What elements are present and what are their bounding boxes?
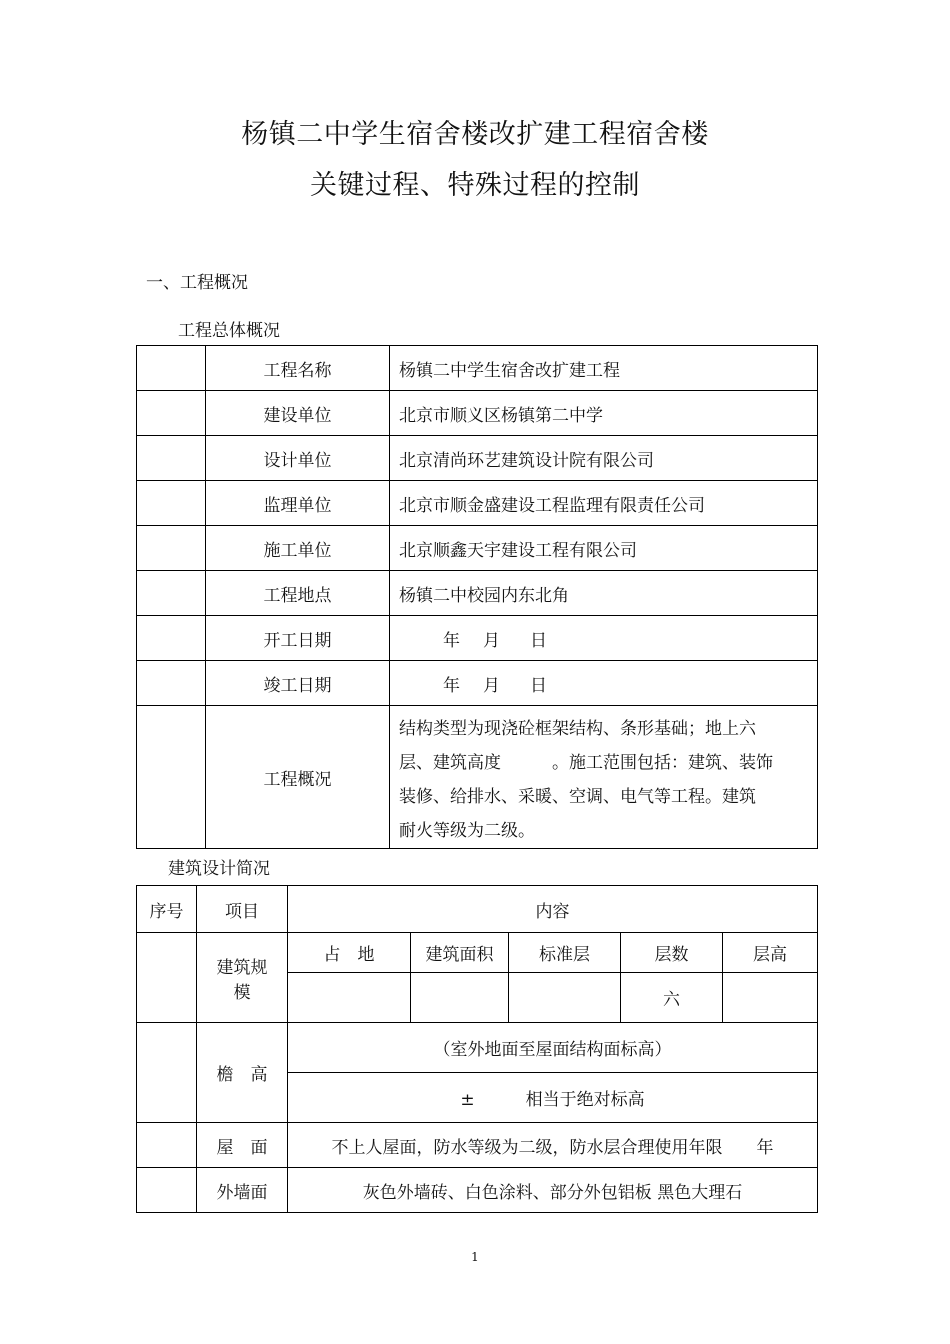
table-row [137,1123,818,1168]
header-row [137,886,818,933]
document-title-line1: 杨镇二中学生宿舍楼改扩建工程宿舍楼 [241,119,709,150]
start-date-value [390,616,818,661]
table-row [137,706,818,849]
scale-col-header: 占 地 [288,933,411,973]
table-row [137,661,818,706]
scale-value [288,973,411,1023]
blank-cell [137,933,197,1023]
summary-line: 层、建筑高度 。施工范围包括：建筑、装饰 [399,753,773,773]
blank-cell [137,706,206,849]
table-row [137,346,818,391]
scale-col-header: 标准层 [509,933,621,973]
project-overview-table [136,345,818,849]
end-date-label: 竣工日期 [206,661,390,706]
row-value: 杨镇二中学生宿舍改扩建工程 [390,346,818,391]
scale-label-line: 模 [233,982,251,1003]
blank-cell [137,661,206,706]
scale-value [723,973,818,1023]
blank-cell [137,526,206,571]
blank-cell [137,1168,197,1213]
design-summary-table [136,885,818,1213]
row-value: 杨镇二中校园内东北角 [390,571,818,616]
table-row [137,1023,818,1073]
document-title-line2: 关键过程、特殊过程的控制 [310,170,640,201]
scale-value: 六 [621,973,723,1023]
scale-label [197,933,288,1023]
scale-col-header: 层高 [723,933,818,973]
row-value: 北京市顺义区杨镇第二中学 [390,391,818,436]
wall-value: 灰色外墙砖、白色涂料、部分外包铝板 黑色大理石 [288,1168,818,1213]
blank-cell [137,346,206,391]
start-date-label: 开工日期 [206,616,390,661]
row-label: 工程名称 [206,346,390,391]
day-unit: 日 [530,675,547,696]
section-heading: 一、工程概况 [146,273,248,293]
blank-cell [137,616,206,661]
eave-line1: （室外地面至屋面结构面标高） [288,1023,818,1073]
row-value: 北京市顺金盛建设工程监理有限责任公司 [390,481,818,526]
wall-label: 外墙面 [197,1168,288,1213]
scale-value [509,973,621,1023]
summary-text [390,706,818,849]
blank-cell [137,436,206,481]
summary-line: 耐火等级为二级。 [399,821,535,841]
design-caption: 建筑设计简况 [168,859,270,879]
year-unit: 年 [443,630,460,651]
month-unit: 月 [483,675,500,696]
blank-cell [137,391,206,436]
scale-col-header: 层数 [621,933,723,973]
row-label: 建设单位 [206,391,390,436]
scale-col-header: 建筑面积 [411,933,509,973]
end-date-value [390,661,818,706]
row-label: 工程地点 [206,571,390,616]
header-content: 内容 [288,886,818,933]
row-label: 施工单位 [206,526,390,571]
table-row [137,481,818,526]
year-unit: 年 [443,675,460,696]
overview-caption: 工程总体概况 [178,321,280,341]
table-row [137,1168,818,1213]
header-no: 序号 [137,886,197,933]
table-row [137,526,818,571]
eave-label: 檐 高 [197,1023,288,1123]
row-label: 监理单位 [206,481,390,526]
roof-value: 不上人屋面，防水等级为二级，防水层合理使用年限 年 [288,1123,818,1168]
blank-cell [137,1123,197,1168]
month-unit: 月 [483,630,500,651]
row-label: 设计单位 [206,436,390,481]
blank-cell [137,481,206,526]
scale-label-line: 建筑规 [216,957,268,978]
table-row [137,391,818,436]
header-item: 项目 [197,886,288,933]
day-unit: 日 [530,630,547,651]
scale-value [411,973,509,1023]
blank-cell [137,571,206,616]
roof-label: 屋 面 [197,1123,288,1168]
table-row [137,933,818,973]
page-number: 1 [471,1250,479,1264]
summary-label: 工程概况 [206,706,390,849]
eave-line2: ± 相当于绝对标高 [288,1073,818,1123]
table-row [137,571,818,616]
table-row [137,436,818,481]
row-value: 北京清尚环艺建筑设计院有限公司 [390,436,818,481]
blank-cell [137,1023,197,1123]
summary-line: 装修、给排水、采暖、空调、电气等工程。建筑 [399,787,756,807]
summary-line: 结构类型为现浇砼框架结构、条形基础；地上六 [399,719,756,739]
row-value: 北京顺鑫天宇建设工程有限公司 [390,526,818,571]
table-row [137,616,818,661]
